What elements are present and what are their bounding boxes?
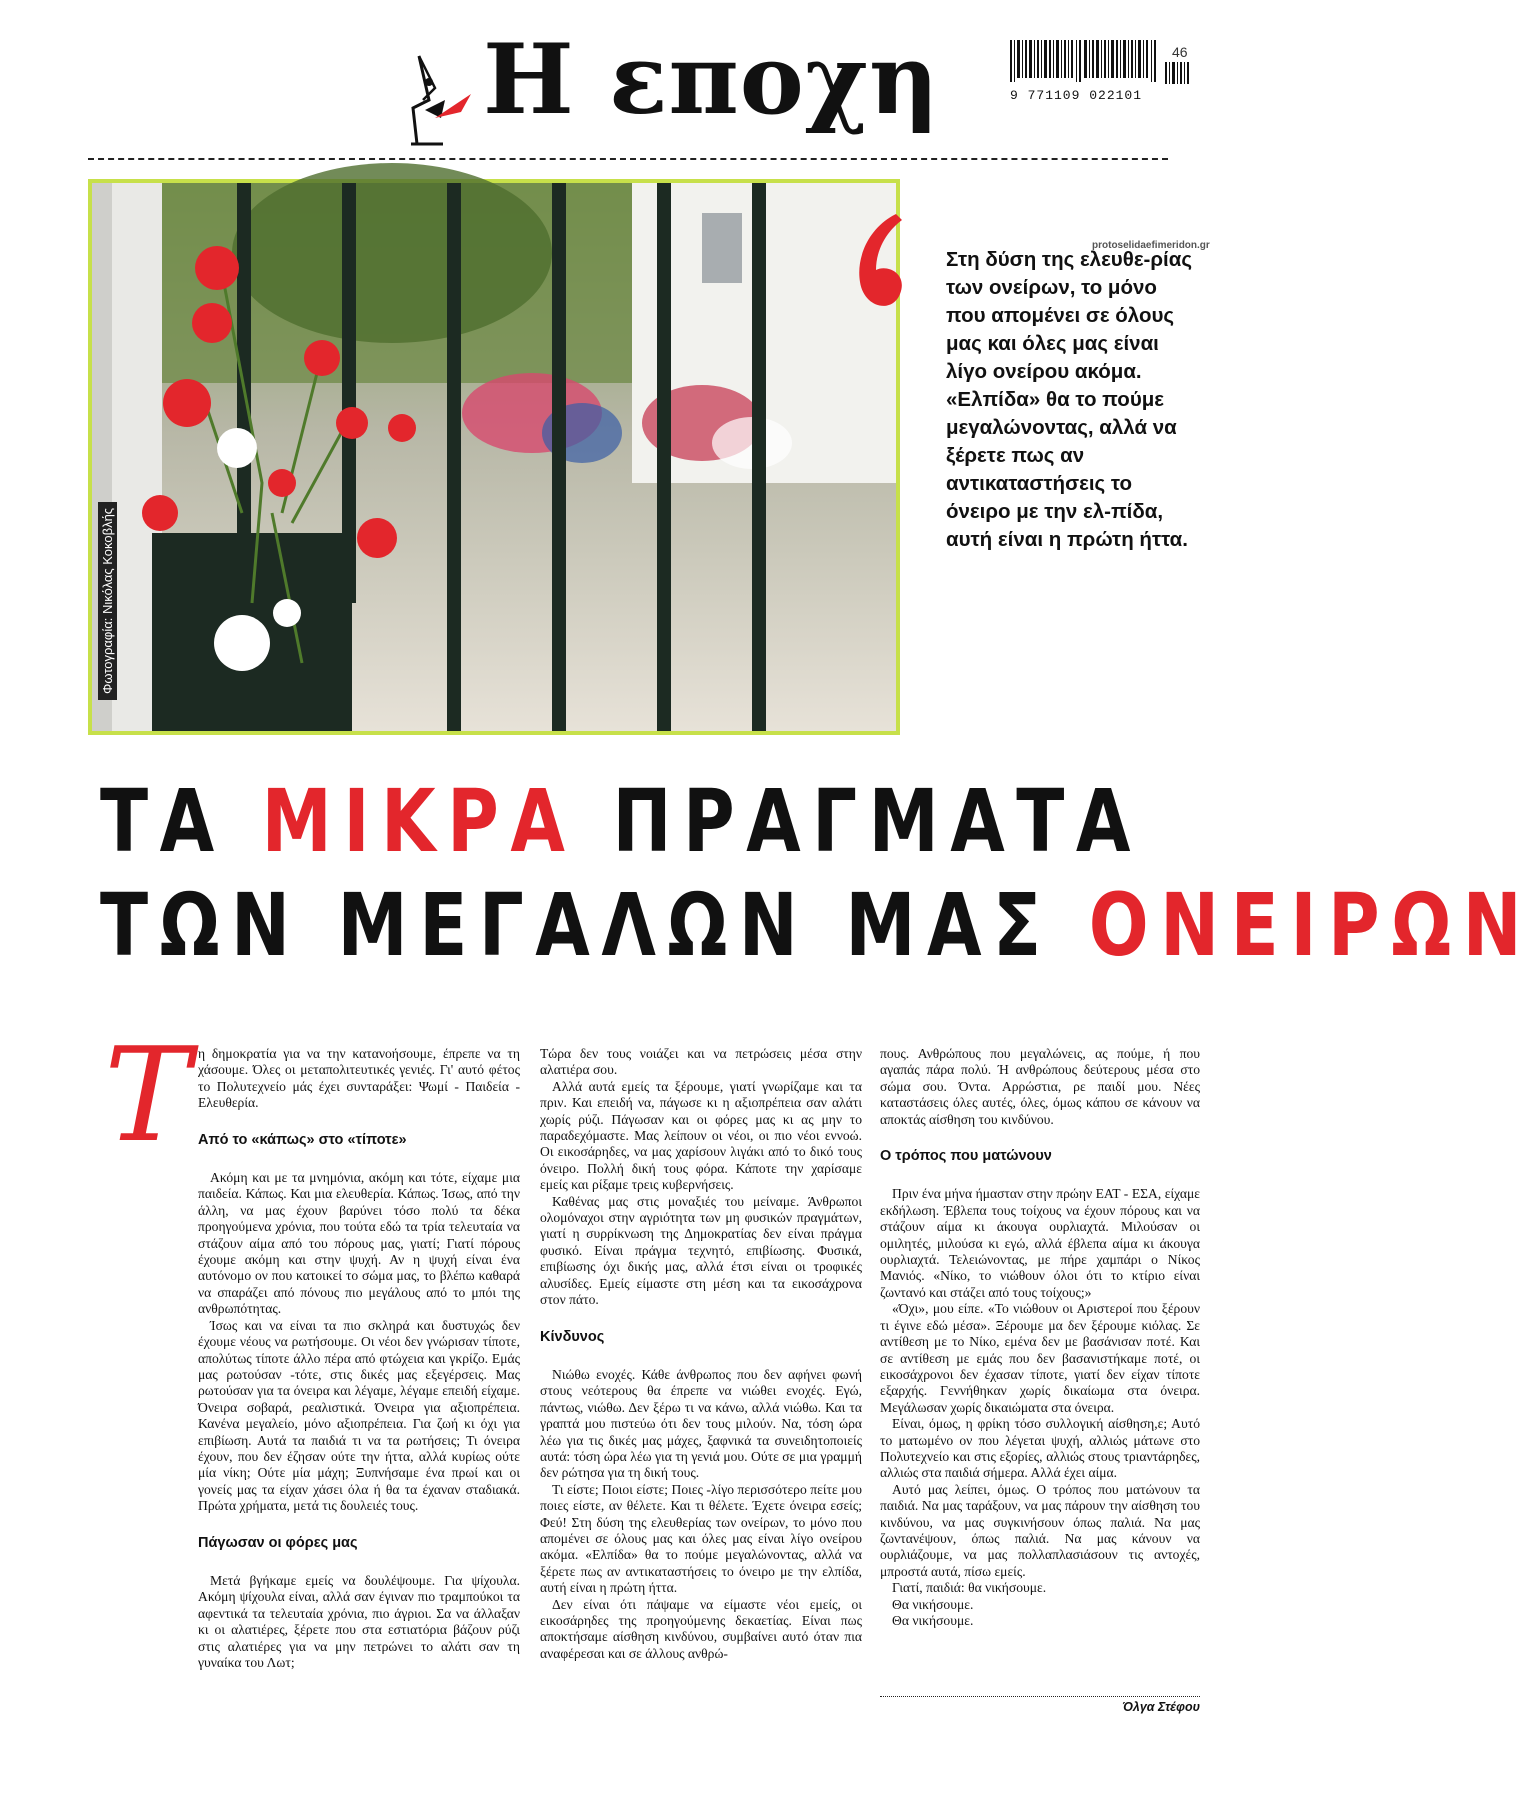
subheading: Κίνδυνος bbox=[540, 1328, 605, 1345]
paragraph: Είναι, όμως, η φρίκη τόσο συλλογική αίσθηση,ε; Αυτό το ματωμένο ον που λέγεται ψυχή, αλλιώς μάτωνε στο Πολυτεχνείο και στις εξορίες, αλλιώς στους τριαντάρηδες, αλλιώς στα παιδιά σήμερα. Αλλά έχει αίμα. bbox=[880, 1416, 1200, 1481]
newspaper-logo bbox=[405, 23, 940, 160]
paragraph: Γιατί, παιδιά: θα νικήσουμε. bbox=[892, 1580, 1047, 1596]
article-column-1 bbox=[198, 1046, 520, 1671]
quote-mark-icon bbox=[848, 210, 908, 320]
pen-nib-logo-icon bbox=[405, 48, 475, 148]
subheading: Από το «κάπως» στο «τίποτε» bbox=[198, 1131, 407, 1148]
pull-quote: Στη δύση της ελευθε-ρίας των ονείρων, το μόνο που απομένει σε όλους μας και όλες μας είναι λίγο ονείρου ακόμα. «Ελπίδα» θα το πούμε μεγαλώνοντας, αλλά να ξέρετε πως αν αντικαταστήσεις το όνειρο με την ελ-πίδα, αυτή είναι η πρώτη ήττα. bbox=[946, 248, 1193, 551]
paragraph: Ίσως και να είναι τα πιο σκληρά και δυστυχώς δεν έχουμε νέους να ρωτήσουμε. Οι νέοι δεν γνώρισαν τίποτε, απολύτως τίποτε άλλο πέρα από φτώχεια και γκρίζο. Εμάς μας ρωτούσαν -τότε, στις δικές μας εξεγέρσεις. Μας ρωτούσαν για τα όνειρα και λέγαμε, λέγαμε επειδή είχαμε. Όνειρα σοβαρά, ρεαλιστικά. Όνειρα για αξιοπρέπεια. Κανένα μεγαλείο, μόνο αξιοπρέπεια. Για ζωή κι όχι για επιβίωση. Αυτά τα παιδιά τι να τα ρωτήσεις; Τι όνειρα έχουν, που δεν έζησαν ούτε την ήττα, αλλά κυρίως ούτε μία νίκη; Ούτε μία μάχη; Ξυπνήσαμε ένα πρωί και οι γονείς μας τα είχαν χάσει όλα ή θα τα έχαναν σταδιακά. Πρώτα χρήματα, μετά τις δουλειές τους. bbox=[198, 1317, 520, 1514]
paragraph: Δεν είναι ότι πάψαμε να είμαστε νέοι εμείς, οι εικοσάρηδες της προηγούμενης δεκαετίας. Είναι πως αποκτήσαμε αίσθηση κινδύνου, συμβαίνει αυτό όταν πια αναφέρεσαι και σε άλλους ανθρώ- bbox=[540, 1596, 862, 1661]
dropcap-letter: Τ bbox=[104, 1019, 191, 1171]
headline-text: ΤΩΝ ΜΕΓΑΛΩΝ ΜΑΣ bbox=[100, 876, 1089, 976]
paragraph: Ακόμη και με τα μνημόνια, ακόμη και τότε, είχαμε μια παιδεία. Κάπως. Και μια ελευθερία. Κάπως. Ίσως, από την άλλη, να μας έχουν βαρύνει τόσο πολύ τα δέκα προηγούμενα χρόνια, που τούτα εδώ τα τρία τελευταία να στάζουν αίμα από του πόρους μας, γιατί; Γιατί πόρους έχουμε ακόμη και στην ψυχή. Αν η ψυχή είναι ένα αυτόνομο ον που κατοικεί το σώμα μας, το βλέπω καθαρά να σπαράζει από πόνους πιο μεγάλους από το μπόι της ανθρωπότητας. bbox=[198, 1170, 520, 1317]
issue-number: 46 bbox=[1172, 44, 1188, 60]
paragraph: Αλλά αυτά εμείς τα ξέρουμε, γιατί γνωρίζαμε και τα πριν. Και επειδή να, πάγωσε κι η αξιοπρέπεια σαν αλάτι χωρίς ρύζι. Πάγωσαν και οι φόρες μας κι ας μην το παραδεχόμαστε. Μας λείπουν οι νέοι, οι πιο νέοι εννοώ. Οι εικοσάρηδες, να μας χαρίσουν λιγάκι από το δικό τους όνειρο. Πολλή δική τους φόρα. Κάποτε την χαρίσαμε εμείς και ρίξαμε τρεις κυβερνήσεις. bbox=[540, 1078, 862, 1193]
author-signature: Όλγα Στέφου bbox=[880, 1696, 1200, 1714]
site-watermark: protoselidaefimeridon.gr bbox=[1092, 240, 1210, 251]
article-column-2 bbox=[540, 1046, 862, 1662]
paragraph: πους. Ανθρώπους που μεγαλώνεις, ας πούμε, ή που αγαπάς πάρα πολύ. Ή ανθρώπους δεύτερους μέσα στο σώμα σου. Όντα. Αρρώστια, ρε παιδί μου. Νέες καταστάσεις όλες αυτές, όλες, όμως κάπου σε κάνουν να αποκτάς αίσθηση του κινδύνου. bbox=[880, 1046, 1200, 1127]
headline-text: ΤΑ bbox=[100, 772, 262, 872]
masthead-divider bbox=[88, 158, 1168, 160]
barcode-bars bbox=[1010, 40, 1158, 82]
paragraph: Θα νικήσουμε. bbox=[892, 1613, 974, 1628]
paragraph: Πριν ένα μήνα ήμασταν στην πρώην ΕΑΤ - ΕΣΑ, είχαμε εκδήλωση. Έβλεπα τους τοίχους να έχουν πόρους και να στάζουν αίμα κι άκουγα ουρλιαχτά. Μιλούσαν οι ομιλητές, μιλούσα κι εγώ, αλλά έβλεπα αίμα κι άκουγα ουρλιαχτά. Τελειώνοντας, με πήρε χαμπάρι ο Νίκος Μανιός. «Νίκο, το νιώθουν όλοι ότι το κτίριο είναι ζωντανό και στάζει από τους τοίχους;» bbox=[880, 1186, 1200, 1300]
paragraph: Τώρα δεν τους νοιάζει και να πετρώσεις μέσα στην αλατιέρα σου. bbox=[540, 1046, 862, 1078]
headline-text: ΠΡΑΓΜΑΤΑ bbox=[576, 772, 1142, 872]
paragraph: Αυτό μας λείπει, όμως. Ο τρόπος που ματώνουν τα παιδιά. Να μας ταράξουν, να μας πάρουν την αίσθηση του κινδύνου, να μας συγκινήσουν όπως παλιά. Να μας ζωντανέψουν, όπως παλιά. Να μας κάνουν να ουρλιάζουμε, να μας πολλαπλασιάσουν τις αντοχές, μπροστά αυτά, πίσω εμείς. bbox=[880, 1481, 1200, 1579]
headline-line-2 bbox=[100, 874, 1533, 978]
paragraph: η δημοκρατία για να την κατανοήσουμε, έπρεπε να τη χάσουμε. Όλες οι μεταπολιτευτικές γενιές. Γι' αυτό φέτος το Πολυτεχνείο μάς έχει συνταράξει: Ψωμί - Παιδεία - Ελευθερία. bbox=[198, 1046, 520, 1111]
paragraph: «Όχι», μου είπε. «Το νιώθουν οι Αριστεροί που ξέρουν τι έγινε εδώ μέσα». Ξέρουμε μα δεν ξέρουμε κιόλας. Σε αντίθεση με το Νίκο, εμένα δεν με βασάνισαν ποτέ. Και σε αντίθεση με εμάς που δεν βασανιστήκαμε ποτέ, οι εικοσάχρονοι δεν έχασαν τίποτε, γιατί δεν είχαν τίποτε εξαρχής. Γεννήθηκαν χωρίς δικαίωμα στα όνειρα. Μεγάλωσαν χωρίς δικαιώματα στα όνειρα. bbox=[880, 1301, 1200, 1415]
headline-highlight: ΜΙΚΡΑ bbox=[261, 772, 577, 872]
article-headline bbox=[100, 770, 1533, 978]
headline-highlight: ΟΝΕΙΡΩΝ bbox=[1088, 876, 1533, 976]
subheading: Ο τρόπος που ματώνουν bbox=[880, 1148, 1052, 1165]
barcode-number: 9 771109 022101 bbox=[1010, 88, 1143, 103]
paragraph: Τι είστε; Ποιοι είστε; Ποιες -λίγο περισσότερο πείτε μου ποιες είστε, αν θέλετε. Και τι θέλετε. Έχετε όνειρα εσείς; Φεύ! Στη δύση της ελευθερίας των ονείρων, το μόνο που απομένει σε όλους μας και όλες μας είναι λίγο ονείρου ακόμα. «Ελπίδα» θα το πούμε μεγαλώνοντας, αλλά να ξέρετε πως αν αντικαταστήσεις το όνειρο με την ελπίδα, αυτή είναι η πρώτη ήττα. bbox=[540, 1481, 862, 1596]
subheading: Πάγωσαν οι φόρες μας bbox=[198, 1534, 358, 1551]
issue-barcode bbox=[1165, 62, 1189, 84]
paragraph: Θα νικήσουμε. bbox=[892, 1596, 974, 1612]
paragraph: Νιώθω ενοχές. Κάθε άνθρωπος που δεν αφήνει φωνή στους νεότερους θα έπρεπε να νιώθει ενοχές. Εγώ, πάντως, νιώθω. Δεν ξέρω τι να κάνω, αλλά νιώθω. Και τα γραπτά μου πιστεύω ότι δεν τους μιλούν. Να, τόση ώρα λέω για τις δικές μας μάχες, ξαφνικά τα συνειδητοποιείς αυτά: τόση ώρα λέω για τη γενιά μου. Ούτε σε μια γραμμή δεν ρώτησα για τη δική τους. bbox=[540, 1366, 862, 1481]
masthead-title: Η εποχη bbox=[483, 23, 940, 136]
photo-carnations-gate bbox=[92, 183, 896, 731]
barcode bbox=[1010, 40, 1165, 102]
photo-credit: Φωτογραφία: Νικόλας Κοκοβλής bbox=[98, 502, 117, 700]
dropcap bbox=[100, 1019, 191, 1171]
headline-line-1 bbox=[100, 770, 1142, 874]
paragraph: Μετά βγήκαμε εμείς να δουλέψουμε. Για ψίχουλα. Ακόμη ψίχουλα είναι, αλλά σαν έγιναν πιο τραμπούκοι τα αφεντικά τα τελευταία χρόνια, πιο άγριοι. Σα να άλλαξαν κι οι αλατιέρες, ξέρετε που στα εστιατόρια βάζουν ρύζι στις αλατιέρες για να μην πετρώνει το αλάτι σαν τη γυναίκα του Λωτ; bbox=[198, 1572, 520, 1670]
article-photo bbox=[88, 179, 900, 735]
article-column-3 bbox=[880, 1046, 1200, 1629]
masthead bbox=[0, 0, 1256, 160]
paragraph: Καθένας μας στις μοναξιές του μείναμε. Άνθρωποι ολομόναχοι στην αγριότητα των μη φυσικών πραγμάτων, γιατί η συρρίκνωση της Δημοκρατίας δεν είναι πράγμα φυσικό. Είναι πράγμα τεχνητό, επιβίωσης. Φυσικά, επιβίωσης όχι δικής μας, αλλά έτσι είναι οι τροφικές αλυσίδες. Εμείς είμαστε στη μέση και τα εικοσάχρονα στον πάτο. bbox=[540, 1193, 862, 1308]
